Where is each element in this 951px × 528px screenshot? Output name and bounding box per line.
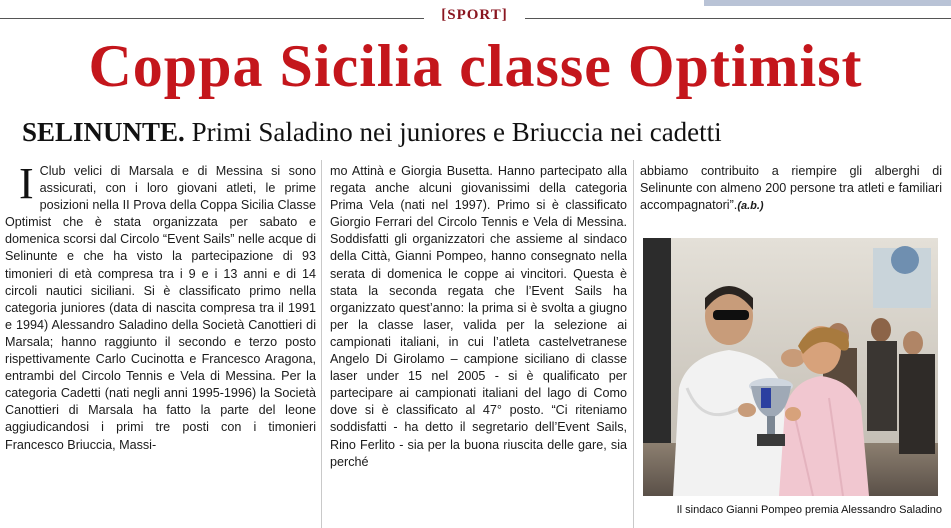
subhead-place: SELINUNTE.: [22, 117, 185, 147]
section-label: [SPORT]: [441, 7, 508, 23]
column-divider: [633, 160, 634, 528]
award-photo-illustration: [643, 238, 938, 496]
article-text-1: Club velici di Marsala e di Messina si sono assicurati, con i loro giovani atleti, le prime posizioni nella II Prova della Coppa Sicilia Classe Optimist che è stata organizzata per sabato e domenica scorsi dal Circolo “Event Sails” nelle acque di Selinunte e che ha visto la partecipazione di 93 timonieri di età compresa tra i 9 e i 13 anni e di 14 circoli nautici siciliani. Si è classificato primo nella categoria juniores (data di nascita compresa tra il 1991 e 1994) Alessandro Saladino della Società Canottieri di Marsala; hanno raggiunto il secondo e terzo posto rispettivamente Carlo Cucinotta e Francesco Aragona, entrambi del Circolo Tennis e Vela di Messina. Per la categoria Cadetti (nati negli anni 1995-1996) la Società Canottieri di Marsala ha fatto la parte del leone aggiudicandosi i primi tre posti con i timonieri Francesco Briuccia, Massi-: [5, 164, 316, 452]
article-column-1: [5, 159, 316, 454]
top-color-bar: [704, 0, 951, 6]
article-text-3: abbiamo contribuito a riempire gli alberghi di Selinunte con almeno 200 persone tra atleti e familiari accompagnatori”.: [640, 164, 942, 213]
column-divider: [321, 160, 322, 528]
headline: Coppa Sicilia classe Optimist: [88, 33, 863, 99]
author-signature: (a.b.): [737, 200, 764, 213]
section-rule-right: [525, 18, 951, 19]
section-rule-left: [0, 18, 424, 19]
article-text-2: mo Attinà e Giorgia Busetta. Hanno partecipato alla regata anche alcuni giovanissimi della categoria Prima Vela (nati nel 1997). Primo si è classificato Giorgio Ferrari del Circolo Tennis e Vela di Messina. Soddisfatti gli organizzatori che assieme al sindaco della Città, Gianni Pompeo, hanno consegnato nella serata di domenica le coppe ai vincitori. Questa è stata la seconda regata che l’Event Sails ha organizzato quest’anno: la prima si è svolta a giugno per la classe laser, valida per la selezione ai campionati italiani, in cui l’atleta castelvetranese Angelo Di Girolamo – campione siciliano di classe laser under 15 nel 2005 - si è qualificato per partecipare ai campionati italiani del lago di Como dove si è classificato al 47° posto. “Ci riteniamo soddisfatti - ha detto il segretario dell’Event Sails, Rino Ferlito - sia per la buona riuscita delle gare, sia perché: [330, 164, 627, 469]
award-photo: [643, 238, 938, 496]
photo-caption: Il sindaco Gianni Pompeo premia Alessandro Saladino: [676, 504, 942, 516]
drop-cap: I: [19, 159, 34, 208]
article-column-3: [640, 163, 942, 215]
article-column-2: [330, 163, 627, 471]
subhead-text: Primi Saladino nei juniores e Briuccia nei cadetti: [191, 117, 722, 147]
subheadline: [22, 115, 942, 149]
